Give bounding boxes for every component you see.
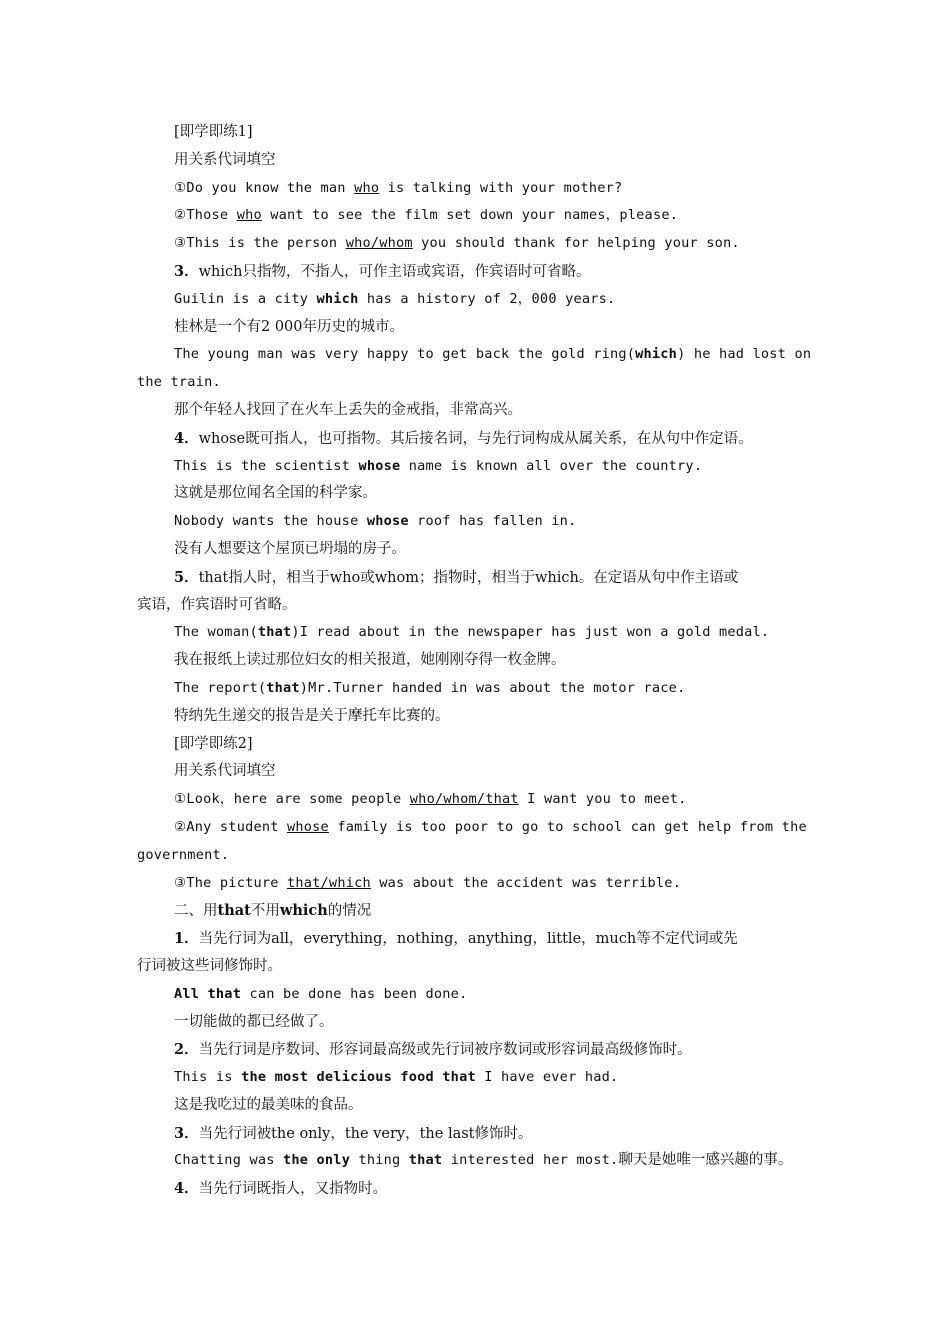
exercise-2-question-2 [137, 814, 817, 842]
example-sentence [137, 508, 817, 536]
example-text: I have ever had. [475, 1069, 619, 1086]
example-text: The young man was very happy to get back the gold ring( [174, 346, 636, 363]
rule-number: 2． [174, 1041, 199, 1059]
question-text: I want you to meet. [518, 791, 687, 808]
example-sentence [137, 981, 817, 1009]
document-body [137, 119, 817, 1203]
keyword: that [408, 1152, 443, 1169]
example-sentence [137, 619, 817, 647]
question-text: Any student [186, 818, 288, 835]
example-text: This is [174, 1069, 242, 1086]
keyword: that [257, 624, 292, 641]
example-translation: 没有人想要这个屋顶已坍塌的房子。 [174, 540, 406, 557]
exercise-1-question-3 [137, 230, 817, 258]
example-sentence [137, 675, 817, 703]
rule-text-continuation: 宾语，作宾语时可省略。 [137, 596, 297, 613]
question-number: ② [174, 818, 187, 835]
rule-2 [137, 1036, 817, 1064]
heading-text: 二、用 [174, 903, 218, 920]
rule-text: whose既可指人，也可指物。其后接名词，与先行词构成从属关系，在从句中作定语。 [198, 430, 753, 447]
heading-text: 不用 [250, 903, 280, 920]
keyword: whose [366, 513, 409, 530]
rule-that [137, 564, 817, 592]
question-text: was about the accident was terrible. [370, 874, 682, 891]
example-translation: 一切能做的都已经做了。 [174, 1013, 334, 1030]
question-number: ① [174, 791, 187, 808]
example-text: Nobody wants the house [174, 513, 367, 530]
exercise-1-question-2 [137, 202, 817, 230]
example-translation: 桂林是一个有2 000年历史的城市。 [174, 318, 405, 335]
example-sentence [137, 453, 817, 481]
example-text: has a history of 2，000 years. [358, 290, 616, 307]
example-text: The report( [174, 679, 267, 696]
example-sentence [137, 286, 817, 314]
rule-1 [137, 925, 817, 953]
answer-blank: who [354, 179, 380, 196]
keyword: the only [283, 1152, 351, 1169]
rule-number: 1． [174, 930, 199, 948]
example-text: Chatting was [174, 1152, 283, 1169]
rule-number: 3． [174, 262, 199, 280]
question-text: Do you know the man [186, 179, 355, 196]
question-text: The picture [186, 874, 288, 891]
answer-blank: who/whom/that [409, 791, 519, 808]
example-translation: 特纳先生递交的报告是关于摩托车比赛的。 [174, 707, 450, 724]
question-text: is talking with your mother? [379, 179, 623, 196]
example-translation: 那个年轻人找回了在火车上丢失的金戒指，非常高兴。 [174, 401, 522, 418]
keyword: the most delicious food that [241, 1069, 476, 1086]
example-text: The woman( [174, 624, 258, 641]
example-text: interested her most. [442, 1152, 619, 1169]
question-continuation: government. [137, 846, 230, 863]
answer-blank: that/which [287, 874, 371, 891]
keyword: whose [358, 457, 401, 474]
question-text: This is the person [186, 235, 346, 252]
rule-number: 4． [174, 1180, 199, 1198]
keyword: that [266, 679, 300, 696]
rule-text: 当先行词被the only，the very，the last修饰时。 [198, 1125, 533, 1142]
exercise-1-heading: [即学即练1] [174, 124, 253, 140]
exercise-1-task: 用关系代词填空 [174, 151, 276, 168]
keyword: which [316, 290, 359, 307]
example-text: Guilin is a city [174, 290, 317, 307]
question-text: want to see the film set down your names，please. [261, 207, 679, 224]
example-translation: 这就是那位闻名全国的科学家。 [174, 485, 377, 502]
rule-text: 当先行词是序数词、形容词最高级或先行词被序数词或形容词最高级修饰时。 [198, 1042, 692, 1059]
keyword: which [635, 346, 678, 363]
keyword: All that [174, 985, 242, 1002]
example-text: This is the scientist [174, 457, 359, 474]
rule-whose [137, 425, 817, 453]
exercise-2-heading: [即学即练2] [174, 735, 253, 752]
rule-4 [137, 1175, 817, 1203]
answer-blank: who [236, 207, 262, 224]
example-text: ) he had lost on [677, 346, 812, 363]
example-text: thing [350, 1152, 409, 1169]
rule-text-continuation: 行词被这些词修饰时。 [137, 957, 282, 974]
question-number: ③ [174, 235, 187, 252]
example-sentence [137, 1147, 817, 1175]
exercise-2-task: 用关系代词填空 [174, 763, 276, 780]
question-text: Look，here are some people [186, 791, 410, 808]
keyword: which [279, 902, 328, 920]
rule-3 [137, 1120, 817, 1148]
example-sentence-continuation: the train. [137, 374, 221, 391]
example-translation: 我在报纸上读过那位妇女的相关报道，她刚刚夺得一枚金牌。 [174, 652, 566, 669]
exercise-2-question-1 [137, 786, 817, 814]
section-2-heading [137, 897, 817, 925]
rule-number: 5． [174, 568, 199, 586]
question-number: ② [174, 207, 187, 224]
example-text: )Mr.Turner handed in was about the motor race. [299, 679, 686, 696]
question-text: family is too poor to go to school can get help from the [328, 818, 807, 835]
answer-blank: who/whom [345, 235, 413, 252]
example-text: roof has fallen in. [408, 513, 577, 530]
example-text: can be done has been done. [241, 985, 468, 1002]
question-text: Those [186, 207, 237, 224]
example-text: )I read about in the newspaper has just won a gold medal. [291, 624, 770, 641]
answer-blank: whose [287, 818, 329, 835]
rule-number: 3． [174, 1124, 199, 1142]
example-sentence [137, 341, 817, 369]
rule-which [137, 258, 817, 286]
example-translation: 聊天是她唯一感兴趣的事。 [618, 1152, 793, 1169]
example-translation: 这是我吃过的最美味的食品。 [174, 1096, 363, 1113]
exercise-2-question-3 [137, 870, 817, 898]
example-sentence [137, 1064, 817, 1092]
rule-text: 当先行词为all，everything，nothing，anything，little，much等不定代词或先 [198, 931, 738, 948]
rule-text: 当先行词既指人，又指物时。 [198, 1181, 388, 1198]
question-number: ③ [174, 874, 187, 891]
rule-text: which只指物，不指人，可作主语或宾语，作宾语时可省略。 [198, 263, 591, 280]
keyword: that [217, 902, 251, 920]
question-number: ① [174, 179, 187, 196]
exercise-1-question-1 [137, 175, 817, 203]
heading-text: 的情况 [327, 903, 372, 920]
example-text: name is known all over the country. [400, 457, 703, 474]
rule-text: that指人时，相当于who或whom；指物时，相当于which。在定语从句中作主语或 [198, 569, 739, 586]
question-text: you should thank for helping your son. [412, 235, 740, 252]
rule-number: 4． [174, 429, 199, 447]
